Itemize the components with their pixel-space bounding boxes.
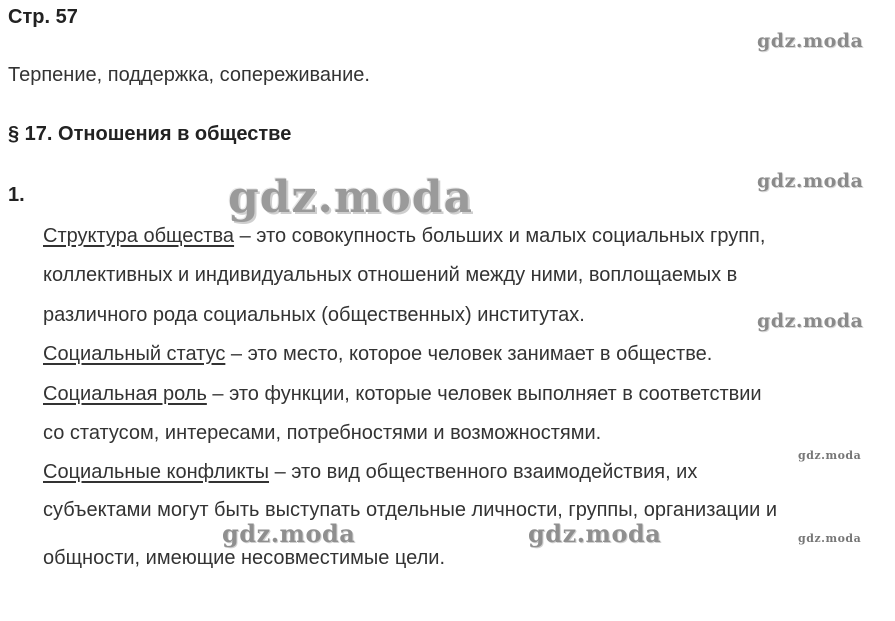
definition-structure-line-1 bbox=[43, 225, 765, 248]
definition-conflicts-line-2: субъектами могут быть выступать отдельные личности, группы, организации и bbox=[43, 499, 778, 521]
section-title: § 17. Отношения в обществе bbox=[8, 123, 292, 145]
watermark: gdz.moda bbox=[757, 170, 864, 192]
term-conflicts: Социальные конфликты bbox=[43, 461, 270, 483]
definition-structure-line-2: коллективных и индивидуальных отношений между ними, воплощаемых в bbox=[43, 264, 738, 286]
watermark: gdz.moda bbox=[528, 519, 662, 548]
intro-text: Терпение, поддержка, сопереживание. bbox=[8, 64, 370, 86]
watermark-large: gdz.moda bbox=[228, 172, 474, 223]
watermark: gdz.moda bbox=[222, 519, 356, 548]
term-role: Социальная роль bbox=[43, 383, 207, 405]
definition-role-line-1 bbox=[43, 383, 762, 406]
definition-status-line-1 bbox=[43, 343, 712, 366]
definition-role-line-2: со статусом, интересами, потребностями и возможностями. bbox=[43, 422, 602, 444]
definition-conflicts-line-3: общности, имеющие несовместимые цели. bbox=[43, 547, 446, 569]
definition-structure-line-3: различного рода социальных (общественных) институтах. bbox=[43, 304, 585, 326]
definition-text: – это функции, которые человек выполняет в соответствии bbox=[206, 383, 762, 405]
term-structure: Структура общества bbox=[43, 225, 235, 247]
definition-text: – это место, которое человек занимает в обществе. bbox=[225, 343, 713, 365]
watermark-small: gdz.moda bbox=[798, 449, 862, 462]
definition-conflicts-line-1 bbox=[43, 461, 697, 484]
watermark: gdz.moda bbox=[757, 310, 864, 332]
watermark: gdz.moda bbox=[757, 30, 864, 52]
term-status: Социальный статус bbox=[43, 343, 226, 365]
definition-text: – это вид общественного взаимодействия, их bbox=[269, 461, 698, 483]
watermark-small: gdz.moda bbox=[798, 532, 862, 545]
definition-text: – это совокупность больших и малых социальных групп, bbox=[234, 225, 766, 247]
item-number: 1. bbox=[8, 184, 25, 206]
page-number-label: Стр. 57 bbox=[8, 6, 78, 28]
